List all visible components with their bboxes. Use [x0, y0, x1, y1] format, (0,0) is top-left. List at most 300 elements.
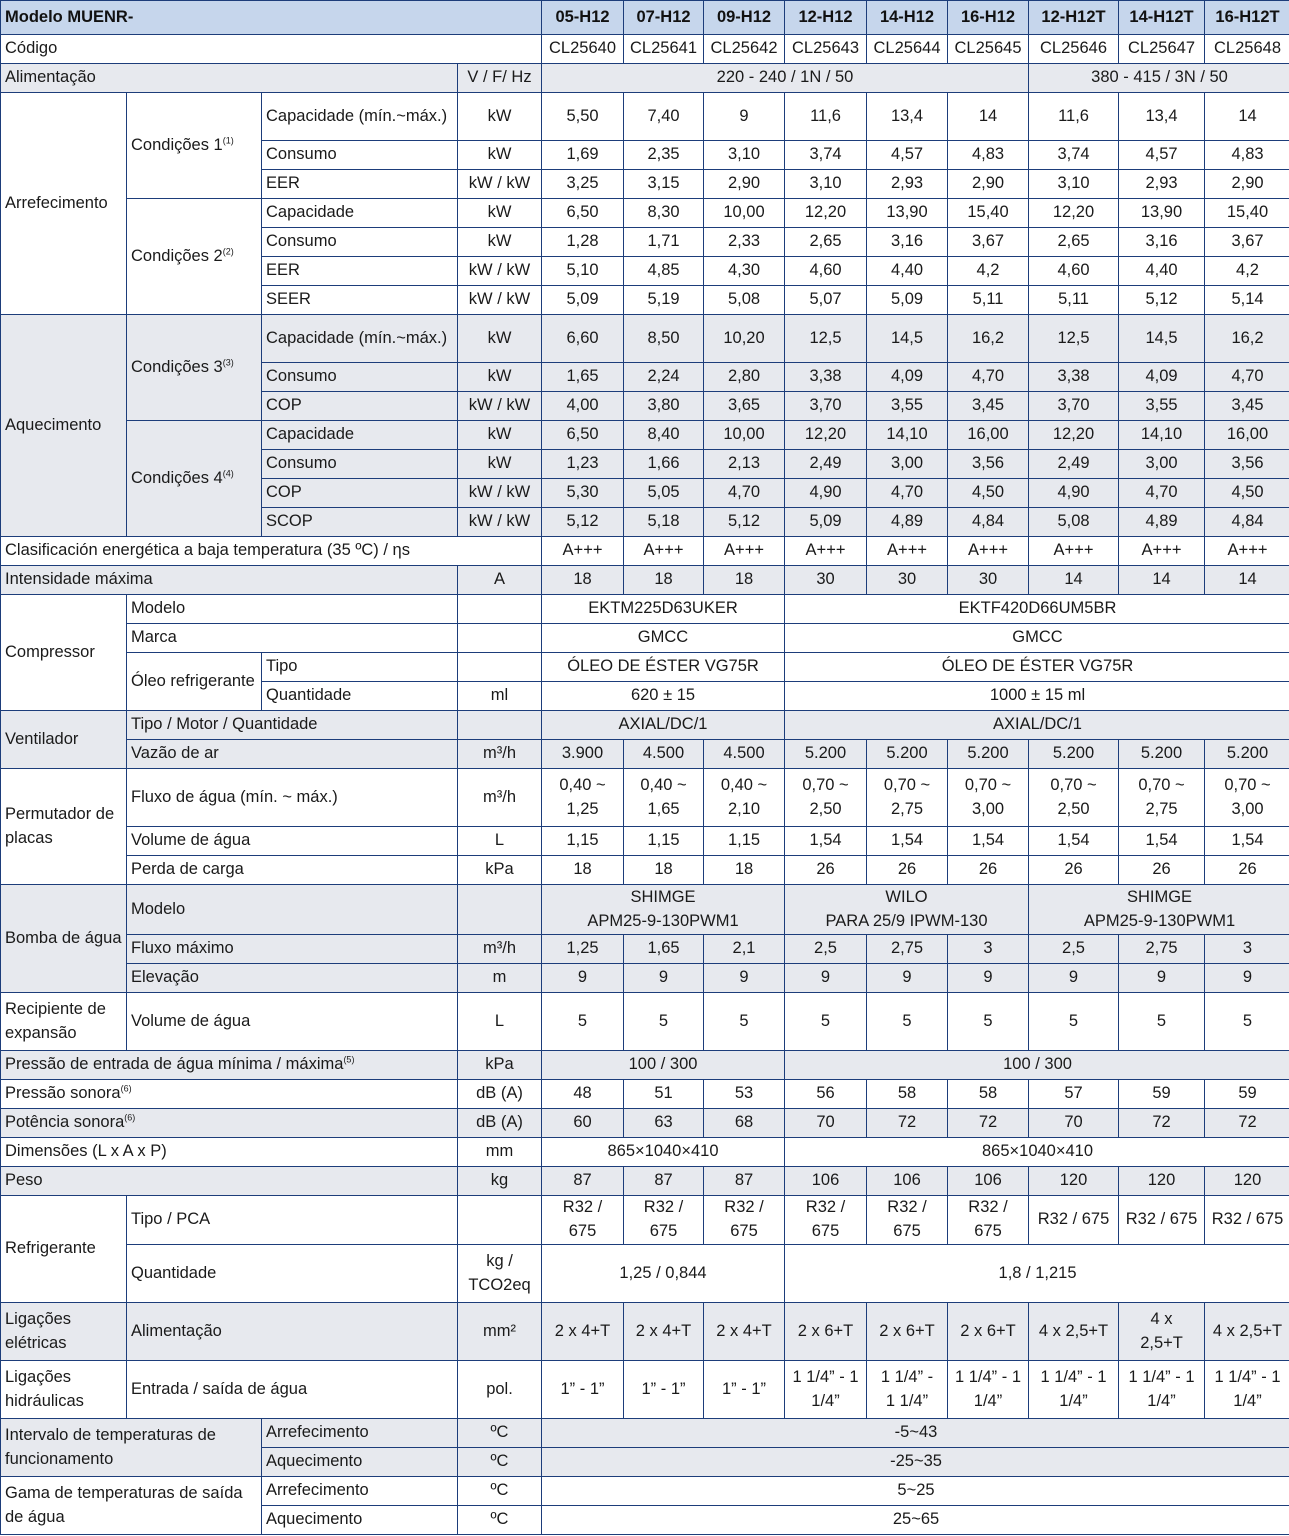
cell: 18 [704, 856, 785, 885]
row-label: Capacidade [262, 421, 458, 450]
cell: 2,49 [785, 450, 867, 479]
cell: 5,09 [785, 508, 867, 537]
cell: 3,10 [704, 141, 785, 170]
cell: 13,90 [1119, 199, 1205, 228]
cell: GMCC [785, 624, 1289, 653]
cell: 106 [785, 1167, 867, 1196]
row-label: Modelo [127, 885, 458, 935]
row-label: Alimentação [1, 64, 458, 93]
cell: 72 [1119, 1109, 1205, 1138]
row-ventilador-tipo [1, 711, 1289, 740]
cell: 865×1040×410 [542, 1138, 785, 1167]
cell: 8,50 [624, 315, 704, 363]
cell: 70 [785, 1109, 867, 1138]
cell: 3,10 [785, 170, 867, 199]
cell: 5,14 [1205, 286, 1289, 315]
group-label: Permutador de placas [1, 769, 127, 885]
row-label: Perda de carga [127, 856, 458, 885]
unit [458, 653, 542, 682]
cell: 0,70 ~ 2,75 [1119, 769, 1205, 827]
cell: 12,20 [1029, 199, 1119, 228]
cell: 13,4 [867, 93, 948, 141]
cell: 9 [704, 93, 785, 141]
cell: 2,93 [1119, 170, 1205, 199]
cell: 87 [624, 1167, 704, 1196]
row-label: SCOP [262, 508, 458, 537]
cell: 1” - 1” [624, 1361, 704, 1419]
unit: kW / kW [458, 479, 542, 508]
model-header: 09-H12 [704, 1, 785, 35]
row-label: Código [1, 35, 542, 64]
cell: A+++ [1119, 537, 1205, 566]
cell: GMCC [542, 624, 785, 653]
cell: 4,90 [785, 479, 867, 508]
group-label: Bomba de água [1, 885, 127, 993]
cell: 1,65 [542, 363, 624, 392]
cell: 26 [785, 856, 867, 885]
cell: A+++ [1205, 537, 1289, 566]
cell: 3,74 [785, 141, 867, 170]
unit: kW [458, 450, 542, 479]
cell: 4,89 [867, 508, 948, 537]
cell: 5.200 [785, 740, 867, 769]
group-label: Compressor [1, 595, 127, 711]
cell: 4.500 [624, 740, 704, 769]
row-compressor-modelo [1, 595, 1289, 624]
cell: R32 / 675 [542, 1196, 624, 1245]
cell: 100 / 300 [785, 1051, 1289, 1080]
cell: 4,09 [867, 363, 948, 392]
cell: 12,20 [785, 199, 867, 228]
cell: 1,69 [542, 141, 624, 170]
row-label: COP [262, 479, 458, 508]
row-bomba-elevacao [1, 964, 1289, 993]
cell: 48 [542, 1080, 624, 1109]
cell: 4,70 [704, 479, 785, 508]
cell: R32 / 675 [948, 1196, 1029, 1245]
cell: 13,4 [1119, 93, 1205, 141]
cell: 2 x 6+T [948, 1303, 1029, 1361]
cell: 70 [1029, 1109, 1119, 1138]
cell: 4,60 [1029, 257, 1119, 286]
unit: kW [458, 363, 542, 392]
row-label: Peso [1, 1167, 458, 1196]
cell: 68 [704, 1109, 785, 1138]
cell: 1,15 [542, 827, 624, 856]
row-arref-cap2 [1, 199, 1289, 228]
cell: 2,24 [624, 363, 704, 392]
cell: 620 ± 15 [542, 682, 785, 711]
cell: 13,90 [867, 199, 948, 228]
cell: 3,74 [1029, 141, 1119, 170]
cell: 60 [542, 1109, 624, 1138]
cell: 5 [785, 993, 867, 1051]
cell: 2,5 [1029, 935, 1119, 964]
unit: L [458, 827, 542, 856]
cell: 12,20 [785, 421, 867, 450]
header-row [1, 1, 1289, 35]
row-permutador-volume [1, 827, 1289, 856]
row-label: Alimentação [127, 1303, 458, 1361]
cell: 5 [624, 993, 704, 1051]
cell: 30 [867, 566, 948, 595]
model-header: 16-H12T [1205, 1, 1289, 35]
cell: R32 / 675 [867, 1196, 948, 1245]
model-header: 12-H12 [785, 1, 867, 35]
cell: 3,16 [867, 228, 948, 257]
model-header: 14-H12 [867, 1, 948, 35]
cell: 3 [1205, 935, 1289, 964]
cond-label: Condições 4$^{(4)}$ [127, 421, 262, 537]
cell: A+++ [948, 537, 1029, 566]
cell: 5,11 [1029, 286, 1119, 315]
cell: 865×1040×410 [785, 1138, 1289, 1167]
cell: A+++ [867, 537, 948, 566]
row-alimentacao [1, 64, 1289, 93]
cell: 72 [1205, 1109, 1289, 1138]
cell: 1,54 [1029, 827, 1119, 856]
cell: 3.900 [542, 740, 624, 769]
cell: 18 [624, 856, 704, 885]
cell: 72 [867, 1109, 948, 1138]
cond-label: Condições 3$^{(3)}$ [127, 315, 262, 421]
cell: 4,57 [1119, 141, 1205, 170]
cell: 15,40 [1205, 199, 1289, 228]
unit [458, 1196, 542, 1245]
row-label: Aquecimento [262, 1448, 458, 1477]
row-label: Tipo [262, 653, 458, 682]
cell: 30 [785, 566, 867, 595]
cell: 26 [948, 856, 1029, 885]
cell: 7,40 [624, 93, 704, 141]
row-aquec-cap4 [1, 421, 1289, 450]
row-codigo [1, 35, 1289, 64]
cell: 3,56 [1205, 450, 1289, 479]
row-permutador-fluxo [1, 769, 1289, 827]
cell: 380 - 415 / 3N / 50 [1029, 64, 1289, 93]
unit: L [458, 993, 542, 1051]
cell: ÓLEO DE ÉSTER VG75R [542, 653, 785, 682]
cell: 56 [785, 1080, 867, 1109]
row-label: Potência sonora$^{(6)}$ [1, 1109, 458, 1138]
cell: 5 [948, 993, 1029, 1051]
cell: 3,67 [948, 228, 1029, 257]
row-label: Clasificación energética a baja temperatura (35 ºC) / ηs [1, 537, 542, 566]
cell: 15,40 [948, 199, 1029, 228]
cell: 30 [948, 566, 1029, 595]
cell: 4,83 [948, 141, 1029, 170]
cell: 5.200 [1029, 740, 1119, 769]
row-label: Aquecimento [262, 1506, 458, 1535]
cell: 3,00 [1119, 450, 1205, 479]
row-recipiente [1, 993, 1289, 1051]
model-header: 12-H12T [1029, 1, 1119, 35]
cell: 72 [948, 1109, 1029, 1138]
row-ventilador-vazao [1, 740, 1289, 769]
cell: R32 / 675 [1205, 1196, 1289, 1245]
row-label: Consumo [262, 450, 458, 479]
cell: 9 [1205, 964, 1289, 993]
cell: 5,09 [542, 286, 624, 315]
unit: ºC [458, 1419, 542, 1448]
cell: 10,20 [704, 315, 785, 363]
cell: 4 x 2,5+T [1205, 1303, 1289, 1361]
row-classificacao [1, 537, 1289, 566]
cell: 2 x 4+T [704, 1303, 785, 1361]
cell: 9 [542, 964, 624, 993]
cell: -5~43 [542, 1419, 1289, 1448]
cell: 1,54 [1205, 827, 1289, 856]
cell: 14 [1205, 93, 1289, 141]
cell: 2,93 [867, 170, 948, 199]
cell: 3,80 [624, 392, 704, 421]
cell: 3,25 [542, 170, 624, 199]
unit: dB (A) [458, 1080, 542, 1109]
cond-label: Condições 1$^{(1)}$ [127, 93, 262, 199]
unit: ml [458, 682, 542, 711]
row-compressor-marca [1, 624, 1289, 653]
cell: 1000 ± 15 ml [785, 682, 1289, 711]
row-label: Consumo [262, 141, 458, 170]
cell: 5,10 [542, 257, 624, 286]
cell: 3,38 [1029, 363, 1119, 392]
unit: kW / kW [458, 286, 542, 315]
cell: 11,6 [785, 93, 867, 141]
cell: 4,90 [1029, 479, 1119, 508]
cell: 3,56 [948, 450, 1029, 479]
cond-label: Condições 2$^{(2)}$ [127, 199, 262, 315]
cell: 51 [624, 1080, 704, 1109]
cell: A+++ [1029, 537, 1119, 566]
cell: 4,85 [624, 257, 704, 286]
unit: kW [458, 315, 542, 363]
cell: 14,10 [1119, 421, 1205, 450]
cell: 26 [1205, 856, 1289, 885]
cell: 2,90 [1205, 170, 1289, 199]
cell: 1,71 [624, 228, 704, 257]
cell: 26 [867, 856, 948, 885]
cell: 3,55 [867, 392, 948, 421]
cell: 5.200 [1205, 740, 1289, 769]
cell: 4,70 [1205, 363, 1289, 392]
cell: AXIAL/DC/1 [542, 711, 785, 740]
cell: 1” - 1” [704, 1361, 785, 1419]
model-header: 05-H12 [542, 1, 624, 35]
cell: 5 [1029, 993, 1119, 1051]
group-label: Ventilador [1, 711, 127, 769]
cell: 2,90 [948, 170, 1029, 199]
unit: kW [458, 228, 542, 257]
cell: 3,70 [1029, 392, 1119, 421]
cell: 16,00 [1205, 421, 1289, 450]
cell: 8,30 [624, 199, 704, 228]
cell: 12,5 [1029, 315, 1119, 363]
unit: m [458, 964, 542, 993]
cell: 10,00 [704, 421, 785, 450]
unit [458, 711, 542, 740]
cell: 14,10 [867, 421, 948, 450]
cell: 53 [704, 1080, 785, 1109]
unit: kg / TCO2eq [458, 1245, 542, 1303]
cell: 4,60 [785, 257, 867, 286]
cell: 1,28 [542, 228, 624, 257]
cell: 2 x 4+T [624, 1303, 704, 1361]
cell: 18 [542, 856, 624, 885]
cell: 1,8 / 1,215 [785, 1245, 1289, 1303]
cell: 18 [704, 566, 785, 595]
cell: 1,23 [542, 450, 624, 479]
row-potencia-sonora [1, 1109, 1289, 1138]
cell: 1,25 / 0,844 [542, 1245, 785, 1303]
row-label: Capacidade (mín.~máx.) [262, 315, 458, 363]
cell: 6,50 [542, 199, 624, 228]
cell: 1,15 [704, 827, 785, 856]
cell: 11,6 [1029, 93, 1119, 141]
unit: ºC [458, 1448, 542, 1477]
cell: CL25644 [867, 35, 948, 64]
cell: CL25647 [1119, 35, 1205, 64]
row-intervalo-arref [1, 1419, 1289, 1448]
cell: 12,5 [785, 315, 867, 363]
unit: kPa [458, 1051, 542, 1080]
cell: 4,00 [542, 392, 624, 421]
row-gama-arref [1, 1477, 1289, 1506]
cell: 1 1/4” - 1 1/4” [1029, 1361, 1119, 1419]
cell: 0,40 ~ 2,10 [704, 769, 785, 827]
cell: 58 [867, 1080, 948, 1109]
unit: A [458, 566, 542, 595]
row-label: EER [262, 257, 458, 286]
cell: 5,08 [1029, 508, 1119, 537]
cell: 6,50 [542, 421, 624, 450]
cell: CL25643 [785, 35, 867, 64]
cell: 58 [948, 1080, 1029, 1109]
cell: 9 [1119, 964, 1205, 993]
cell: 5,18 [624, 508, 704, 537]
cell: 10,00 [704, 199, 785, 228]
cell: 4,70 [867, 479, 948, 508]
row-label: Dimensões (L x A x P) [1, 1138, 458, 1167]
cell: 5~25 [542, 1477, 1289, 1506]
cell: EKTM225D63UKER [542, 595, 785, 624]
cell: 2 x 6+T [867, 1303, 948, 1361]
cell: 9 [867, 964, 948, 993]
cell: 120 [1029, 1167, 1119, 1196]
cell: 106 [867, 1167, 948, 1196]
unit: kW / kW [458, 170, 542, 199]
cell: 26 [1119, 856, 1205, 885]
row-label: SEER [262, 286, 458, 315]
row-label: Intensidade máxima [1, 566, 458, 595]
row-bomba-modelo [1, 885, 1289, 935]
cell: 1 1/4” - 1 1/4” [867, 1361, 948, 1419]
cell: 4,70 [948, 363, 1029, 392]
unit: kg [458, 1167, 542, 1196]
cell: 0,70 ~ 2,75 [867, 769, 948, 827]
cell: 5 [704, 993, 785, 1051]
row-bomba-fluxo [1, 935, 1289, 964]
cell: 0,70 ~ 2,50 [785, 769, 867, 827]
group-label: Ligações hidráulicas [1, 1361, 127, 1419]
cell: 2,90 [704, 170, 785, 199]
row-label: Tipo / Motor / Quantidade [127, 711, 458, 740]
cell: 4,09 [1119, 363, 1205, 392]
cell: 57 [1029, 1080, 1119, 1109]
cell: 9 [948, 964, 1029, 993]
row-intensidade [1, 566, 1289, 595]
row-label: Volume de água [127, 827, 458, 856]
cell: 4,40 [1119, 257, 1205, 286]
cell: 9 [704, 964, 785, 993]
cell: AXIAL/DC/1 [785, 711, 1289, 740]
cell: 0,70 ~ 2,50 [1029, 769, 1119, 827]
row-dimensoes [1, 1138, 1289, 1167]
group-label: Refrigerante [1, 1196, 127, 1303]
model-header: 07-H12 [624, 1, 704, 35]
cell: 16,00 [948, 421, 1029, 450]
cell: WILO PARA 25/9 IPWM-130 [785, 885, 1029, 935]
cell: 5,12 [1119, 286, 1205, 315]
cell: 59 [1119, 1080, 1205, 1109]
cell: 0,70 ~ 3,00 [948, 769, 1029, 827]
row-label: Consumo [262, 228, 458, 257]
unit: kPa [458, 856, 542, 885]
unit: kW [458, 421, 542, 450]
cell: 3,15 [624, 170, 704, 199]
cell: 3,55 [1119, 392, 1205, 421]
cell: A+++ [785, 537, 867, 566]
cell: 14 [1029, 566, 1119, 595]
cell: 16,2 [948, 315, 1029, 363]
cell: CL25645 [948, 35, 1029, 64]
row-label: Fluxo de água (mín. ~ máx.) [127, 769, 458, 827]
row-label: Capacidade (mín.~máx.) [262, 93, 458, 141]
cell: 87 [704, 1167, 785, 1196]
row-refrigerante-quantidade [1, 1245, 1289, 1303]
cell: 5,30 [542, 479, 624, 508]
cell: 2,65 [1029, 228, 1119, 257]
cell: 4,57 [867, 141, 948, 170]
cell: 59 [1205, 1080, 1289, 1109]
cell: 87 [542, 1167, 624, 1196]
cell: EKTF420D66UM5BR [785, 595, 1289, 624]
cell: 1,15 [624, 827, 704, 856]
cell: 18 [542, 566, 624, 595]
cell: 1,54 [867, 827, 948, 856]
cell: 5.200 [948, 740, 1029, 769]
cell: 3,45 [1205, 392, 1289, 421]
unit: kW [458, 199, 542, 228]
group-label: Recipiente de expansão [1, 993, 127, 1051]
row-label: Volume de água [127, 993, 458, 1051]
cell: 220 - 240 / 1N / 50 [542, 64, 1029, 93]
cell: 4,30 [704, 257, 785, 286]
cell: 3,45 [948, 392, 1029, 421]
cell: 3,10 [1029, 170, 1119, 199]
cell: 2,33 [704, 228, 785, 257]
cell: 1” - 1” [542, 1361, 624, 1419]
cell: CL25646 [1029, 35, 1119, 64]
row-label: Consumo [262, 363, 458, 392]
unit: m³/h [458, 769, 542, 827]
cell: 14,5 [867, 315, 948, 363]
cell: 8,40 [624, 421, 704, 450]
cell: 5,05 [624, 479, 704, 508]
group-label: Ligações elétricas [1, 1303, 127, 1361]
cell: 2,65 [785, 228, 867, 257]
cell: 5,12 [542, 508, 624, 537]
cell: 1,54 [1119, 827, 1205, 856]
